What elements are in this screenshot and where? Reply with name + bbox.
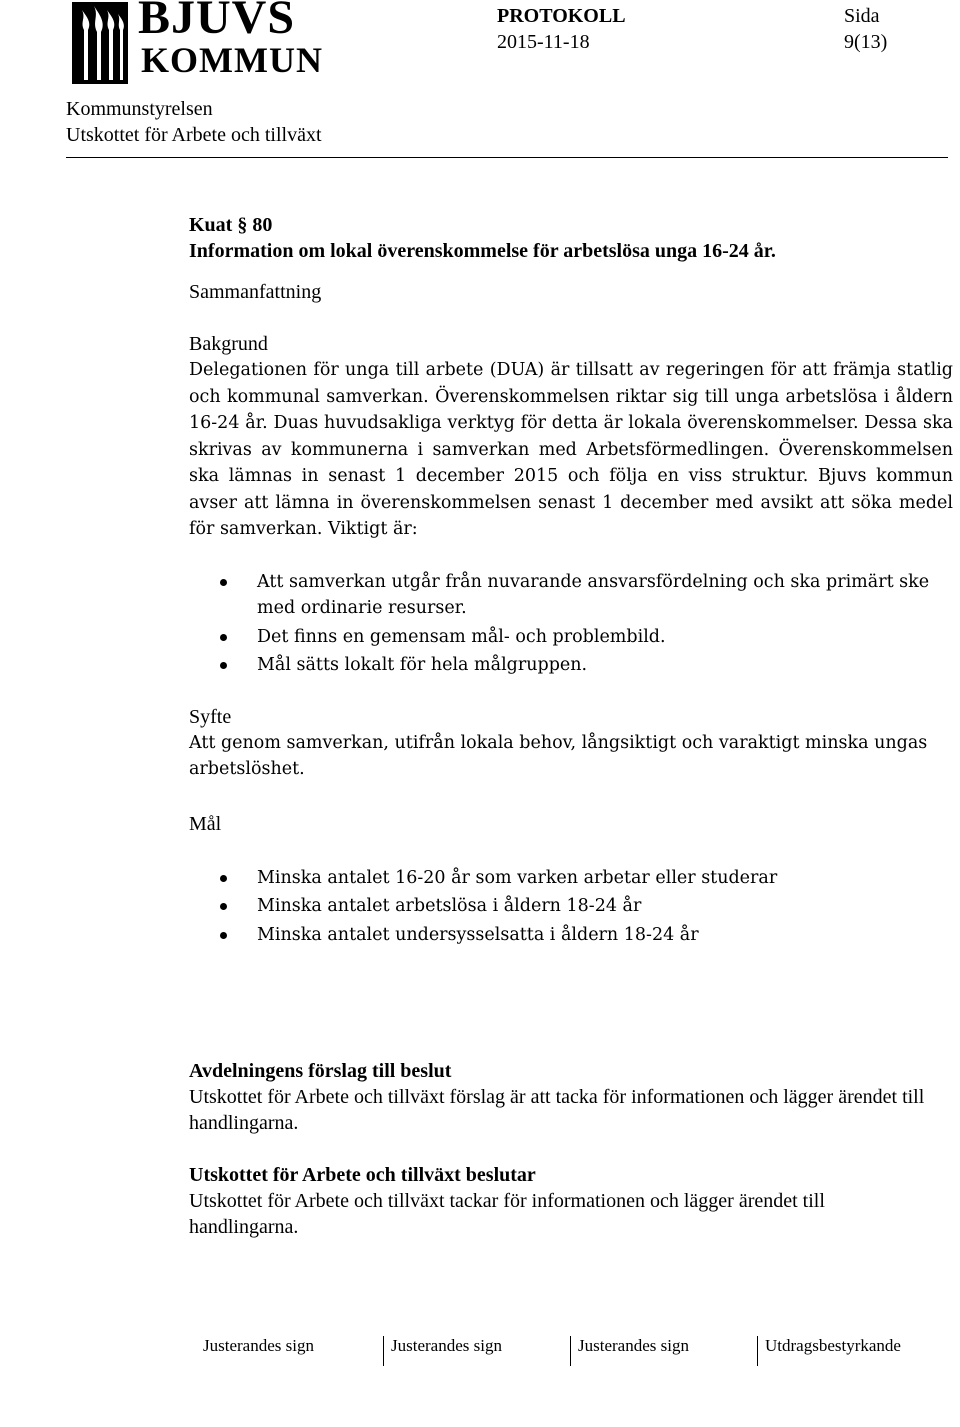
goals-list — [189, 865, 953, 949]
doc-date: 2015-11-18 — [497, 31, 590, 53]
list-item: Minska antalet undersysselsatta i åldern 18-24 år — [189, 922, 953, 949]
proposal-heading: Avdelningens förslag till beslut — [189, 1060, 452, 1082]
doc-type: PROTOKOLL — [497, 5, 626, 27]
proposal-section — [189, 1058, 929, 1240]
section-number: Kuat § 80 — [189, 214, 273, 236]
bullet-icon — [220, 932, 227, 939]
signature-divider — [570, 1336, 571, 1366]
logo-wordmark: BJUVS — [138, 0, 296, 44]
org-name: Kommunstyrelsen — [66, 98, 213, 120]
signature-box-3: Justerandes sign — [578, 1336, 689, 1355]
certification-box: Utdragsbestyrkande — [765, 1336, 901, 1355]
decision-text: Utskottet för Arbete och tillväxt tackar för informationen och lägger ärendet till handlingarna. — [189, 1190, 825, 1238]
purpose-text: Att genom samverkan, utifrån lokala behov, långsiktigt och varaktigt minska ungas arbetslöshet. — [189, 732, 928, 779]
summary-heading: Sammanfattning — [189, 281, 322, 303]
header-divider — [66, 157, 948, 158]
bullet-icon — [220, 875, 227, 882]
background-heading: Bakgrund — [189, 333, 268, 355]
list-item: Det finns en gemensam mål- och problembild. — [189, 624, 953, 651]
page-label: Sida — [844, 5, 880, 27]
purpose-heading: Syfte — [189, 705, 232, 728]
page-number: 9(13) — [844, 31, 888, 53]
list-item: Minska antalet arbetslösa i åldern 18-24 år — [189, 893, 953, 920]
section-title: Information om lokal överenskommelse för arbetslösa unga 16-24 år. — [189, 240, 776, 262]
signature-divider — [757, 1336, 758, 1366]
decision-heading: Utskottet för Arbete och tillväxt beslutar — [189, 1164, 536, 1186]
goals-heading: Mål — [189, 812, 222, 835]
list-item: Att samverkan utgår från nuvarande ansvarsfördelning och ska primärt ske med ordinarie resurser. — [189, 569, 953, 622]
document-body — [189, 212, 953, 948]
important-points-list — [189, 569, 953, 679]
signature-box-2: Justerandes sign — [391, 1336, 502, 1355]
bullet-icon — [220, 662, 227, 669]
list-item: Mål sätts lokalt för hela målgruppen. — [189, 652, 953, 679]
proposal-text: Utskottet för Arbete och tillväxt förslag är att tacka för informationen och lägger ärendet till handlingarna. — [189, 1086, 925, 1134]
logo-subtitle: KOMMUN — [141, 40, 323, 80]
background-text: Delegationen för unga till arbete (DUA) är tillsatt av regeringen för att främja statlig och kommunal samverkan. Överenskommelsen riktar sig till unga arbetslösa i åldern 16-24 år. Duas huvudsakliga verktyg för detta är lokala överenskommelser. Dessa ska skrivas av kommunerna i samverkan med Arbetsförmedlingen. Överenskommelsen ska lämnas in senast 1 december 2015 och följa en viss struktur. Bjuvs kommun avser att lämna in överenskommelsen senast 1 december med avsikt att söka medel för samverkan. Viktigt är: — [189, 360, 953, 539]
signature-divider — [383, 1336, 384, 1366]
committee-name: Utskottet för Arbete och tillväxt — [66, 124, 322, 146]
bullet-icon — [220, 634, 227, 641]
bullet-icon — [220, 903, 227, 910]
signature-box-1: Justerandes sign — [203, 1336, 314, 1355]
bullet-icon — [220, 579, 227, 586]
list-item: Minska antalet 16-20 år som varken arbetar eller studerar — [189, 865, 953, 892]
